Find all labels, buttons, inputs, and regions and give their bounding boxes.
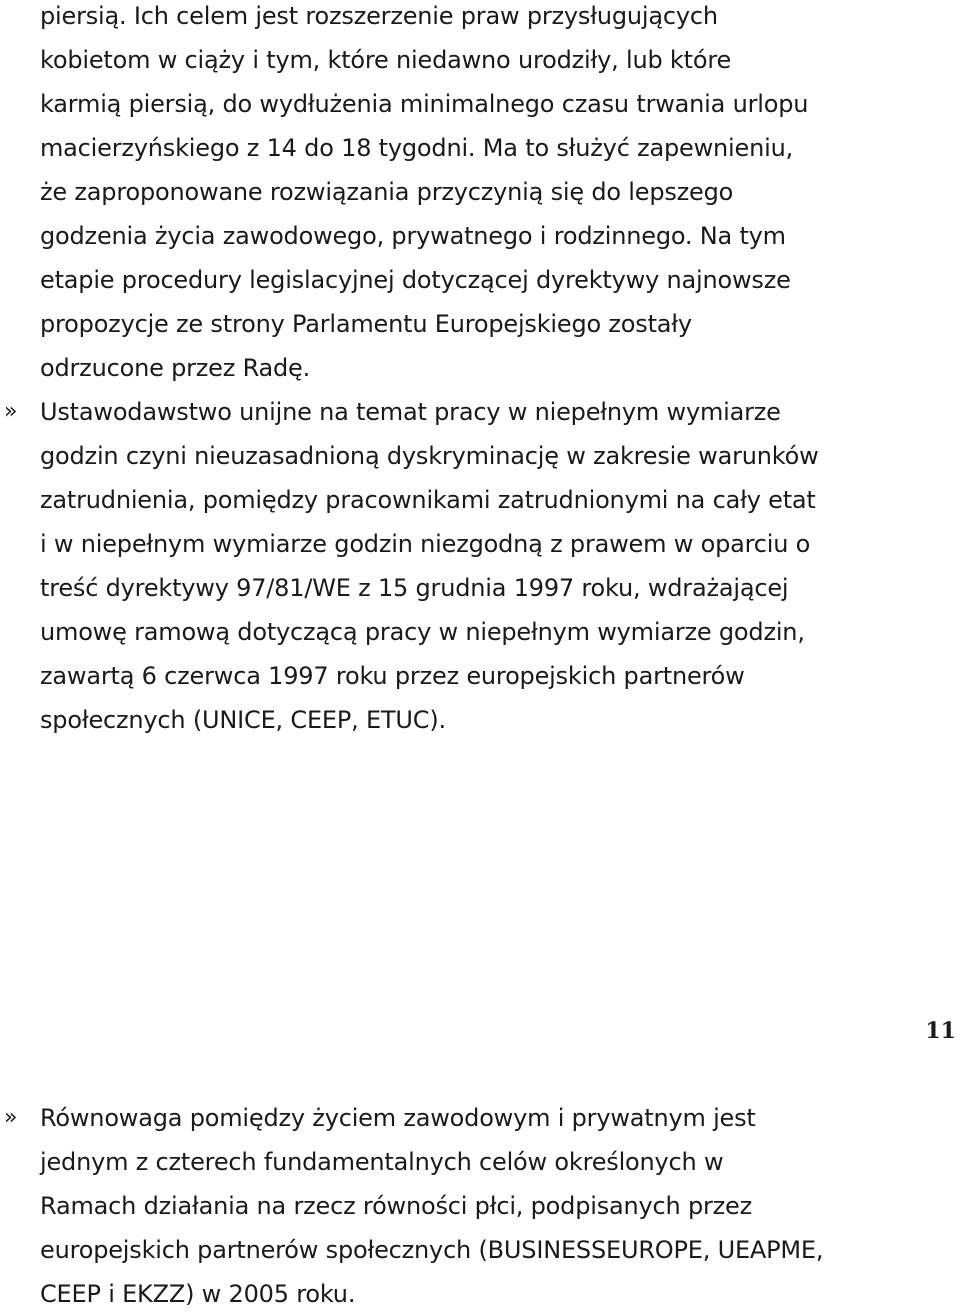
text-line: że zaproponowane rozwiązania przyczynią się do lepszego — [40, 178, 734, 206]
text-line: piersią. Ich celem jest rozszerzenie praw przysługujących — [40, 2, 718, 30]
text-line: etapie procedury legislacyjnej dotyczącej dyrektywy najnowsze — [40, 266, 791, 294]
text-line: umowę ramową dotyczącą pracy w niepełnym wymiarze godzin, — [40, 618, 805, 646]
paragraph-continuation — [40, 0, 920, 390]
text-line: Ramach działania na rzecz równości płci, podpisanych przez — [40, 1192, 753, 1220]
text-line: europejskich partnerów społecznych (BUSINESSEUROPE, UEAPME, — [40, 1236, 824, 1264]
page-number: 11 — [925, 1018, 956, 1044]
text-line: społecznych (UNICE, CEEP, ETUC). — [40, 706, 446, 734]
text-line: macierzyńskiego z 14 do 18 tygodni. Ma to służyć zapewnieniu, — [40, 134, 794, 162]
text-line: kobietom w ciąży i tym, które niedawno urodziły, lub które — [40, 46, 732, 74]
text-line: jednym z czterech fundamentalnych celów określonych w — [40, 1148, 724, 1176]
text-line: CEEP i EKZZ) w 2005 roku. — [40, 1280, 356, 1308]
text-line: Ustawodawstwo unijne na temat pracy w niepełnym wymiarze — [40, 398, 781, 426]
text-line: Równowaga pomiędzy życiem zawodowym i prywatnym jest — [40, 1104, 756, 1132]
text-line: treść dyrektywy 97/81/WE z 15 grudnia 1997 roku, wdrażającej — [40, 574, 789, 602]
text-line: odrzucone przez Radę. — [40, 354, 311, 382]
bullet-item-part-time-work — [4, 390, 920, 742]
text-line: godzenia życia zawodowego, prywatnego i rodzinnego. Na tym — [40, 222, 786, 250]
bullet-item-work-life-balance — [4, 1096, 920, 1316]
bullet-marker: » — [4, 399, 18, 424]
text-line: propozycje ze strony Parlamentu Europejskiego zostały — [40, 310, 692, 338]
text-line: zawartą 6 czerwca 1997 roku przez europejskich partnerów — [40, 662, 745, 690]
text-line: godzin czyni nieuzasadnioną dyskryminację w zakresie warunków — [40, 442, 819, 470]
text-line: karmią piersią, do wydłużenia minimalnego czasu trwania urlopu — [40, 90, 809, 118]
text-line: i w niepełnym wymiarze godzin niezgodną z prawem w oparciu o — [40, 530, 811, 558]
bullet-marker: » — [4, 1105, 18, 1130]
text-line: zatrudnienia, pomiędzy pracownikami zatrudnionymi na cały etat — [40, 486, 816, 514]
